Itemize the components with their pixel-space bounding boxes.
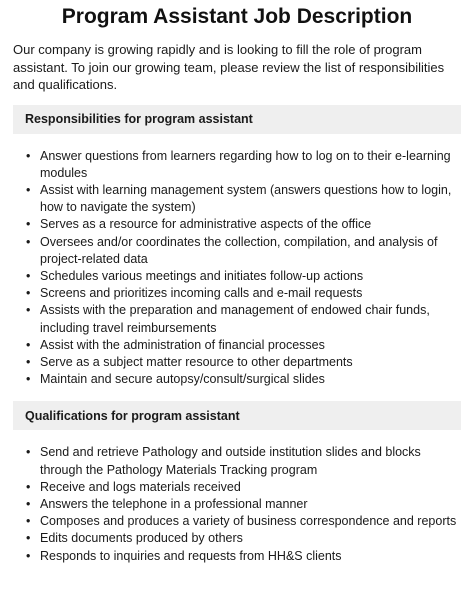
intro-paragraph: Our company is growing rapidly and is looking to fill the role of program assistant. To join our growing team, please review the list of responsibilities and qualifications.	[13, 42, 445, 92]
bullet-icon: •	[26, 337, 31, 352]
responsibilities-header	[13, 105, 461, 134]
qualifications-list	[13, 444, 461, 564]
list-item: • Answer questions from learners regarding how to log on to their e-learning modules	[26, 148, 451, 180]
list-item: • Send and retrieve Pathology and outside institution slides and blocks through the Pathology Materials Tracking program	[26, 445, 421, 477]
list-item: • Composes and produces a variety of business correspondence and reports	[26, 513, 461, 530]
list-item: • Edits documents produced by others	[26, 530, 461, 547]
list-item: • Assists with the preparation and management of endowed chair funds, including travel reimbursements	[26, 303, 430, 335]
bullet-icon: •	[26, 372, 31, 387]
qualifications-heading: Qualifications for program assistant	[25, 408, 240, 423]
bullet-icon: •	[26, 286, 31, 301]
list-item: • Assist with the administration of financial processes	[26, 337, 461, 354]
bullet-icon: •	[26, 496, 31, 511]
list-item: • Serves as a resource for administrative aspects of the office	[26, 216, 461, 233]
bullet-icon: •	[26, 217, 31, 232]
list-item: • Oversees and/or coordinates the collection, compilation, and analysis of project-related data	[26, 234, 438, 266]
page-title: Program Assistant Job Description	[61, 5, 413, 28]
qualifications-header	[13, 401, 461, 430]
responsibilities-list	[13, 148, 461, 389]
list-item: • Assist with learning management system (answers questions how to login, how to navigate the system)	[26, 182, 452, 215]
list-item: • Responds to inquiries and requests from HH&S clients	[26, 548, 461, 565]
list-item: • Maintain and secure autopsy/consult/surgical slides	[26, 371, 461, 388]
bullet-icon: •	[26, 148, 31, 163]
bullet-icon: •	[26, 445, 31, 460]
list-item: • Screens and prioritizes incoming calls and e-mail requests	[26, 285, 461, 302]
list-item: • Serve as a subject matter resource to other departments	[26, 354, 461, 371]
responsibilities-heading: Responsibilities for program assistant	[25, 112, 253, 126]
list-item: • Schedules various meetings and initiates follow-up actions	[26, 268, 461, 285]
list-item: • Answers the telephone in a professional manner	[26, 496, 461, 513]
bullet-icon: •	[26, 354, 31, 369]
bullet-icon: •	[26, 303, 31, 318]
bullet-icon: •	[26, 234, 31, 249]
bullet-icon: •	[26, 479, 31, 494]
list-item: • Receive and logs materials received	[26, 479, 461, 496]
bullet-icon: •	[26, 268, 31, 283]
bullet-icon: •	[26, 531, 31, 546]
bullet-icon: •	[26, 514, 31, 529]
bullet-icon: •	[26, 182, 31, 197]
bullet-icon: •	[26, 548, 31, 563]
